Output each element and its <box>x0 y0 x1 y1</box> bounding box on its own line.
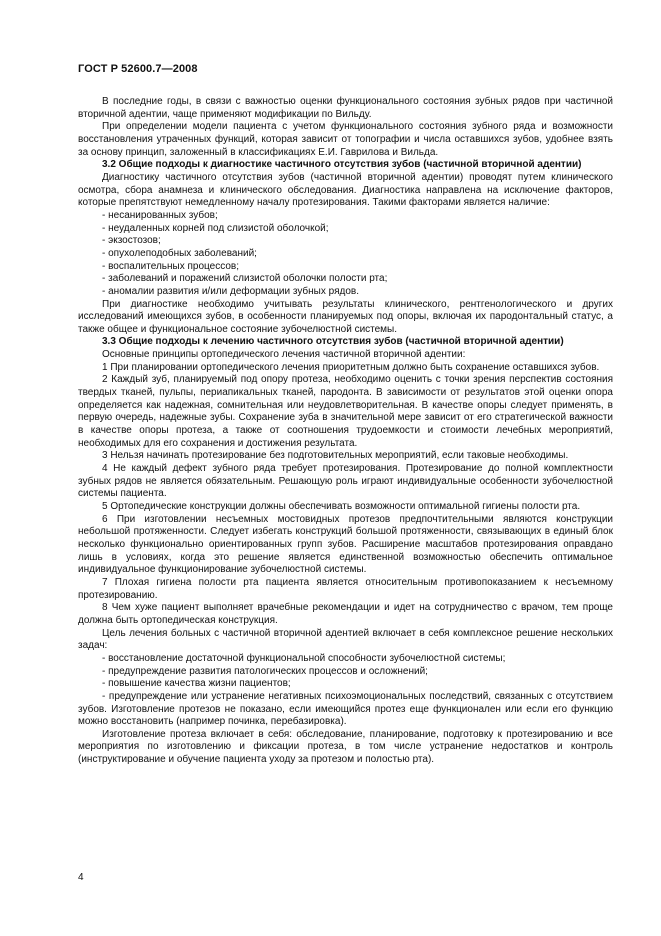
paragraph: Изготовление протеза включает в себя: обследование, планирование, подготовку к протезированию и все мероприятия по изготовлению и фиксации протеза, в том числе устранение недостатков и контроль (инструктирование и обучение пациента уходу за протезом и полостью рта). <box>78 728 613 766</box>
section-heading-3-2: 3.2 Общие подходы к диагностике частичного отсутствия зубов (частичной вторичной адентии) <box>102 159 582 171</box>
section-heading-3-3: 3.3 Общие подходы к лечению частичного отсутствия зубов (частичной вторичной адентии) <box>102 336 564 348</box>
list-item: - заболеваний и поражений слизистой оболочки полости рта; <box>102 273 388 285</box>
paragraph: При диагностике необходимо учитывать результаты клинического, рентгенологического и других исследований имеющихся зубов, в особенности планируемых под опоры, включая их пародонтальный статус, а также общее и функциональное состояние зубочелюстной системы. <box>78 298 613 335</box>
list-item: - восстановление достаточной функциональной способности зубочелюстной системы; <box>102 652 506 664</box>
numbered-principle: 6 При изготовлении несъемных мостовидных протезов предпочтительными являются конструкции небольшой протяженности. Следует избегать конструкций большой протяженности, связывающих в единый блок несколько функционально ориентированных групп зубов. Расширение масштабов протезирования оправдано лишь в условиях, когда это решение является единственной возможностью обеспечить оптимальное индивидуальное функционирование зубочелюстной системы. <box>78 513 613 576</box>
list-item: - экзостозов; <box>102 235 161 247</box>
page-number: 4 <box>78 872 84 883</box>
list-item: - предупреждение развития патологических процессов и осложнений; <box>102 665 428 677</box>
paragraph: При определении модели пациента с учетом функционального состояния зубного ряда и возможности восстановления утраченных функций, которая зависит от топографии и числа оставшихся зубов, удобнее взять за основу принцип, заложенный в классификациях Е.И. Гаврилова и Вильда. <box>78 121 613 158</box>
paragraph: Цель лечения больных с частичной вторичной адентией включает в себя комплексное решение нескольких задач: <box>78 627 613 652</box>
list-item: - неудаленных корней под слизистой оболочкой; <box>102 222 329 234</box>
paragraph: В последние годы, в связи с важностью оценки функционального состояния зубных рядов при частичной вторичной адентии, чаще применяют модификации по Вильду. <box>78 96 613 120</box>
list-item: - аномалии развития и/или деформации зубных рядов. <box>102 285 359 297</box>
numbered-principle: 5 Ортопедические конструкции должны обеспечивать возможности оптимальной гигиены полости рта. <box>102 501 581 512</box>
numbered-principle: 3 Нельзя начинать протезирование без подготовительных мероприятий, если таковые необходимы. <box>102 450 569 462</box>
paragraph: Диагностику частичного отсутствия зубов (частичной вторичной адентии) проводят путем клинического осмотра, сбора анамнеза и клинического обследования. Диагностика направлена на исключение факторов, которые препятствуют немедленному началу протезирования. Такими факторами является наличие: <box>78 171 613 209</box>
numbered-principle: 4 Не каждый дефект зубного ряда требует протезирования. Протезирование до полной комплектности зубных рядов не является обязательным. Решающую роль играют индивидуальные особенности зубочелюстной системы пациента. <box>78 463 613 500</box>
numbered-principle: 1 При планировании ортопедического лечения приоритетным должно быть сохранение оставшихся зубов. <box>102 361 600 373</box>
numbered-principle: 8 Чем хуже пациент выполняет врачебные рекомендации и идет на сотрудничество с врачом, тем проще должна быть ортопедическая конструкция. <box>78 602 613 626</box>
numbered-principle: 7 Плохая гигиена полости рта пациента является относительным противопоказанием к несъемному протезированию. <box>78 576 613 601</box>
document-header: ГОСТ Р 52600.7—2008 <box>78 63 198 75</box>
list-item: - предупреждение или устранение негативных психоэмоциональных последствий, связанных с отсутствием зубов. Изготовление протезов не показано, если имеющийся протез еще функционален или если его функцию можно восстановить (например починка, перебазировка). <box>78 690 613 728</box>
list-item: - опухолеподобных заболеваний; <box>102 247 257 259</box>
numbered-principle: 2 Каждый зуб, планируемый под опору протеза, необходимо оценить с точки зрения перспектив состояния твердых тканей, пульпы, периапикальных тканей, пародонта. В зависимости от результатов этой оценки опора определяется как надежная, сомнительная или неудовлетворительная. В качестве опоры следует применять, в первую очередь, надежные зубы. Сохранение зуба в значительной мере зависит от его стратегической важности в качестве опоры протеза, а также от соотношения трудоемкости и стоимости лечебных мероприятий, необходимых для его сохранения и достижения результата. <box>78 374 613 449</box>
list-item: - несанированных зубов; <box>102 209 218 221</box>
paragraph: Основные принципы ортопедического лечения частичной вторичной адентии: <box>102 349 466 361</box>
document-body <box>78 96 613 767</box>
list-item: - воспалительных процессов; <box>102 260 239 272</box>
list-item: - повышение качества жизни пациентов; <box>102 678 291 690</box>
